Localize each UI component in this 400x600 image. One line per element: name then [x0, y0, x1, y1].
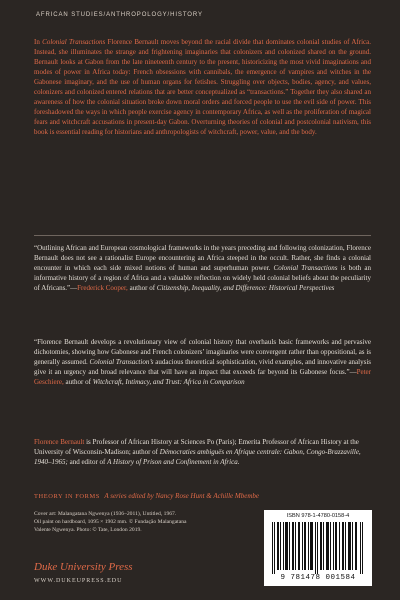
- isbn-text: ISBN 978-1-4780-0158-4: [286, 513, 350, 519]
- bio-work: A History of Prison and Confinement in Africa.: [107, 458, 240, 466]
- quote-text: is both an informative history of a region of Africa and a valuable reflection on widely held colonial beliefs about the peculiarity of Africans.”—: [34, 264, 371, 292]
- author-name: Florence Bernault: [34, 438, 85, 446]
- publisher-name: Duke University Press: [34, 561, 133, 573]
- subject-category: AFRICAN STUDIES/ANTHROPOLOGY/HISTORY: [36, 12, 203, 18]
- bio-work: Démocraties ambiguës en Afrique centrale: Gabon, Congo-Brazzaville, 1940–1965;: [34, 448, 361, 466]
- bio-text: is Professor of African History at Sciences Po (Paris); Emerita Professor of African History at the University of Wisconsin-Madison; author of: [34, 438, 359, 456]
- barcode-bars: [272, 522, 364, 574]
- endorsement-quote: [34, 337, 371, 387]
- blurb-lead-in: In: [34, 38, 43, 46]
- quote-role: author of: [127, 284, 157, 292]
- publisher-url[interactable]: WWW.DUKEUPRESS.EDU: [34, 578, 123, 584]
- barcode-digits: 9 781478 001584: [280, 574, 356, 582]
- bio-text: and editor of: [67, 458, 108, 466]
- credit-line: Cover art: Malangatana Ngwenya (1936–2011), Untitled, 1967.: [34, 511, 177, 517]
- quote-author: Peter Geschiere,: [34, 368, 371, 386]
- divider: [34, 235, 371, 236]
- isbn-barcode: [264, 510, 372, 586]
- series-editors: A series edited by Nancy Rose Hunt & Achille Mbembe: [104, 492, 260, 500]
- book-description: [34, 37, 371, 137]
- endorsement-quote: [34, 243, 371, 293]
- quote-text: “Outlining African and European cosmological frameworks in the years preceding and following colonization, Florence Bernault does not see a rationalist Europe encountering an Africa steeped in the occult. Rather, she finds a colonial encounter in which each side mixed notions of human and superhuman power.: [34, 244, 371, 272]
- credit-line: Valente Ngwenya. Photo: © Tate, London 2019.: [34, 527, 142, 533]
- quote-title: Colonial Transaction’s: [89, 358, 154, 366]
- author-bio: [34, 437, 371, 467]
- quote-title: Colonial Transactions: [273, 264, 338, 272]
- blurb-body: Florence Bernault moves beyond the racial divide that dominates colonial studies of Africa. Instead, she illuminates the strange and frightening imaginaries that colonizers and colonized shared on the ground. Bernault looks at Gabon from the late nineteenth century to the present, historicizing the most vivid imaginations and modes of power in Africa today: French obsessions with cannibals, the emergence of vampires and witches in the Gabonese imaginary, and the use of human organs for fetishes. Struggling over objects, bodies, agency, and values, colonizers and colonized entered relations that are better conceptualized as “transactions.” Together they also shared an awareness of how the colonial situation broke down moral orders and forced people to use the evil side of power. This foreshadowed the ways in which people exercise agency in contemporary Africa, as well as the proliferation of magical fears and witchcraft accusations in present-day Gabon. Overturning theories of colonial and postcolonial nativism, this book is essential reading for historians and anthropologists of witchcraft, power, value, and the body.: [34, 38, 371, 136]
- quote-text: “Florence Bernault develops a revolutionary view of colonial history that overhauls basic frameworks and pervasive dichotomies, showing how Gabonese and French colonizers’ imaginaries were convergent rather than oppositional, as is generally assumed.: [34, 338, 371, 366]
- quote-author: Frederick Cooper,: [77, 284, 128, 292]
- quote-role: author of: [63, 378, 93, 386]
- credit-line: Oil paint on hardboard, 1095 × 1902 mm. © Fundação Malangatana: [34, 519, 187, 525]
- cover-art-credit: [34, 510, 244, 534]
- series-info: [34, 492, 259, 500]
- blurb-book-title: Colonial Transactions: [42, 38, 106, 46]
- quote-author-work: Witchcraft, Intimacy, and Trust: Africa in Comparison: [92, 378, 245, 386]
- series-label: THEORY IN FORMS: [34, 493, 100, 500]
- quote-text: audacious theoretical sophistication, vivid examples, and innovative analysis give it an urgency and broad relevance that will have an impact that exceeds far beyond its Gabonese focus.”—: [34, 358, 371, 376]
- quote-author-work: Citizenship, Inequality, and Difference: Historical Perspectives: [156, 284, 335, 292]
